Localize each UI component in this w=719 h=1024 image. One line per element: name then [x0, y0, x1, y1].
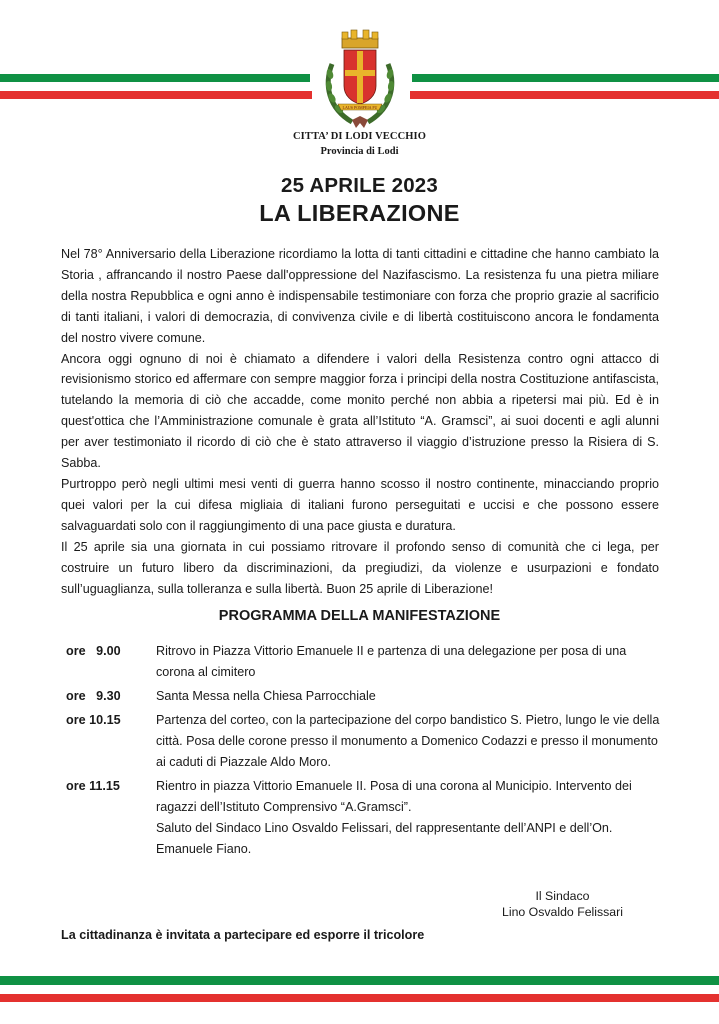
- top-green-stripe-right: [412, 74, 719, 82]
- province-name: Provincia di Lodi: [320, 146, 399, 157]
- signature-name: Lino Osvaldo Felissari: [502, 905, 623, 919]
- top-red-stripe-left: [0, 91, 312, 99]
- body-text: [61, 244, 659, 599]
- program-description-line: Ritrovo in Piazza Vittorio Emanuele II e partenza di una delegazione per posa di una corona al cimitero: [156, 644, 627, 679]
- program-description-line: Rientro in piazza Vittorio Emanuele II. Posa di una corona al Municipio. Intervento dei ragazzi dell’Istituto Comprensivo “A.Gramsci”.: [156, 779, 632, 814]
- signature-role: Il Sindaco: [535, 889, 590, 903]
- paragraph-3: Purtroppo però negli ultimi mesi venti di guerra hanno scosso il nostro continente, minacciando proprio quei valori per la cui difesa migliaia di italiani furono perseguitati e uccisi e che possono essere salvaguardati solo con il raggiungimento di una pace giusta e duratura.: [61, 476, 659, 533]
- program-schedule: [66, 641, 666, 863]
- program-description: [156, 641, 660, 683]
- bottom-green-stripe: [0, 976, 719, 985]
- page-title: LA LIBERAZIONE: [259, 200, 460, 226]
- program-description: [156, 686, 660, 707]
- program-time: ore 9.00: [66, 644, 121, 658]
- program-description-line: Santa Messa nella Chiesa Parrocchiale: [156, 689, 376, 703]
- top-red-stripe-right: [410, 91, 719, 99]
- coat-of-arms-icon: [322, 24, 398, 132]
- svg-text:LAUS POMPEIA FU: LAUS POMPEIA FU: [342, 105, 378, 110]
- city-name: CITTA’ DI LODI VECCHIO: [293, 131, 426, 142]
- program-title: PROGRAMMA DELLA MANIFESTAZIONE: [218, 608, 501, 624]
- paragraph-4: Il 25 aprile sia una giornata in cui possiamo ritrovare il profondo senso di comunità che ci lega, per costruire un futuro libero da discriminazioni, da pregiudizi, da violenze e usurpazioni e fondato sull’uguaglianza, sulla tolleranza e sulla libertà. Buon 25 aprile di Liberazione!: [61, 539, 659, 596]
- program-item: [66, 776, 666, 860]
- paragraph-1: Nel 78° Anniversario della Liberazione ricordiamo la lotta di tanti cittadini e cittadine che hanno cambiato la Storia , affrancando il nostro Paese dall'oppressione del Nazifascismo. La resistenza fu una pietra miliare della nostra Repubblica e ogni anno è indispensabile testimoniare con forza che proprio grazie al sacrificio di tanti italiani, i valori di democrazia, di convivenza civile e di libertà costituiscono ancora le fondamenta del nostro vivere comune.: [61, 247, 659, 345]
- bottom-red-stripe: [0, 994, 719, 1002]
- program-item: [66, 686, 666, 707]
- program-time: ore 10.15: [66, 713, 121, 727]
- program-item: [66, 641, 666, 683]
- program-time: ore 9.30: [66, 689, 121, 703]
- paragraph-2: Ancora oggi ognuno di noi è chiamato a difendere i valori della Resistenza contro ogni attacco di revisionismo storico ed affermare con sempre maggior forza i principi della nostra Costituzione antifascista, tutelando la memoria di ciò che accadde, come monito perché non abbia a ripetersi mai più. Ed è in quest'ottica che l’Amministrazione comunale è grata all’Istituto “A. Gramsci”, ai suoi docenti e agli alunni per aver testimoniato il ricordo di ciò che è stato attraverso il viaggio d’istruzione presso la Risiera di S. Sabba.: [61, 351, 659, 471]
- invitation-text: La cittadinanza è invitata a partecipare ed esporre il tricolore: [61, 928, 425, 942]
- signature-block: [480, 888, 645, 920]
- program-item: [66, 710, 666, 773]
- program-description: [156, 776, 660, 860]
- program-time: ore 11.15: [66, 779, 120, 793]
- program-description: [156, 710, 660, 773]
- top-green-stripe-left: [0, 74, 310, 82]
- page-title-date: 25 APRILE 2023: [280, 174, 438, 197]
- program-description-line: Partenza del corteo, con la partecipazione del corpo bandistico S. Pietro, lungo le vie della città. Posa delle corone presso il monumento a Domenico Codazzi e presso il monumento ai caduti di Piazzale Aldo Moro.: [156, 713, 660, 769]
- program-description-line: Saluto del Sindaco Lino Osvaldo Felissari, del rappresentante dell’ANPI e dell’On. Emanuele Fiano.: [156, 821, 613, 856]
